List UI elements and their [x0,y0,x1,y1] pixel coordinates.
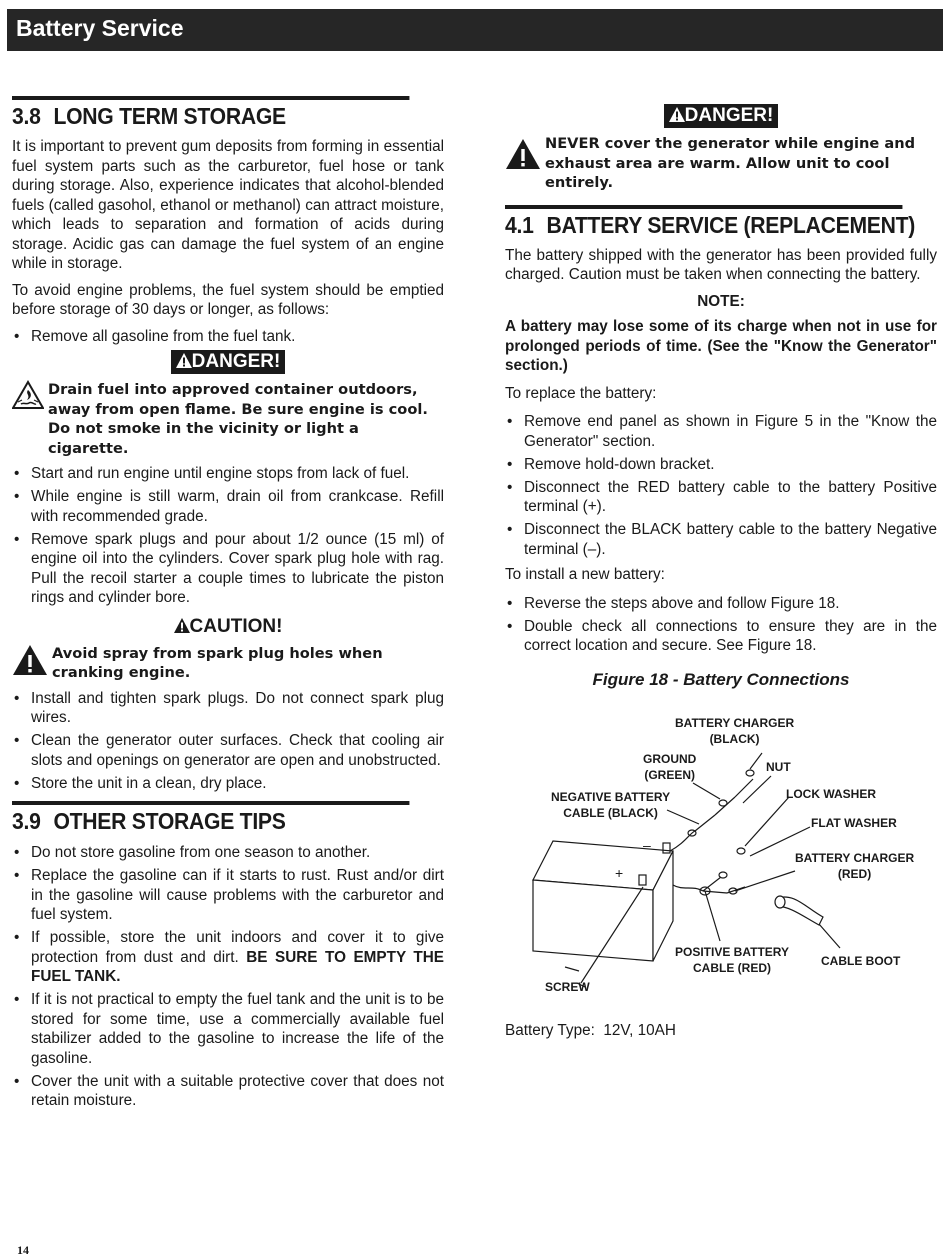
list-item: • Remove spark plugs and pour about 1/2 ounce (15 ml) of engine oil into the cylinders. Cover spark plug hole with rag. Pull the recoil starter a couple times to lubricate the piston rings and cylinder bore. [12,530,444,608]
warning-triangle-icon [669,107,685,122]
label-minus-terminal: – [643,837,651,853]
note-heading: NOTE: [697,292,745,310]
label-lock-washer: LOCK WASHER [786,787,876,801]
list-item: • While engine is still warm, drain oil from crankcase. Refill with recommended grade. [12,487,444,526]
label-plus-terminal: + [615,865,624,881]
list-item-text: If possible, store the unit indoors and cover it to give protection from dust and dirt. [31,929,444,966]
list-item: • Disconnect the BLACK battery cable to the battery Negative terminal (–). [505,520,937,559]
battery-type: Battery Type: 12V, 10AH [505,1022,676,1039]
bullet-list [505,412,937,559]
bullet-list [505,594,937,656]
caution-label: CAUTION! [189,615,283,637]
list-item: • Cover the unit with a suitable protective cover that does not retain moisture. [12,1072,444,1111]
paragraph: It is important to prevent gum deposits from forming in essential fuel system parts such as the carburetor, fuel hose or tank during storage. Also, experience indicates that alcohol-blended fuels (called gasohol, ethanol or methanol) can attract moisture, which leads to separation and formation of acids during storage. Acidic gas can damage the fuel system of an engine while in storage. [12,138,444,272]
list-item: • Start and run engine until engine stops from lack of fuel. [12,464,444,484]
list-item: • Do not store gasoline from one season to another. [12,843,444,863]
list-item: • Clean the generator outer surfaces. Check that cooling air slots and openings on generator are open and unobstructed. [12,731,444,770]
label-flat-washer: FLAT WASHER [811,816,897,830]
bullet-list [12,689,444,794]
label-nut: NUT [766,760,791,774]
label-screw: SCREW [545,980,590,994]
list-item: • Remove end panel as shown in Figure 5 in the "Know the Generator" section. [505,412,937,451]
section-heading-4-1 [505,205,916,241]
label-positive-cable: POSITIVE BATTERY CABLE (RED) [675,945,790,975]
section-title: OTHER STORAGE TIPS [53,808,286,834]
list-item-emphasis: BE SURE TO EMPTY THE FUEL TANK. [31,948,444,985]
paragraph: To install a new battery: [505,566,665,583]
page-title: Battery Service [16,15,184,41]
warning-triangle-icon [174,618,190,633]
left-column [12,96,444,1114]
label-ground: GROUND (GREEN) [643,752,697,782]
list-item: • Disconnect the RED battery cable to the battery Positive terminal (+). [505,478,937,517]
list-item: • Store the unit in a clean, dry place. [12,774,444,794]
danger-label: DANGER! [191,351,281,372]
danger-badge [171,350,286,374]
label-cable-boot: CABLE BOOT [821,954,901,968]
section-heading-3-9 [12,801,409,837]
bullet-list [12,843,444,1111]
fire-hazard-icon [12,380,44,410]
list-item: • Install and tighten spark plugs. Do not connect spark plug wires. [12,689,444,728]
list-item: • Replace the gasoline can if it starts to rust. Rust and/or dirt in the gasoline will cause problems with the carburetor and fuel system. [12,866,444,925]
figure-title: Figure 18 - Battery Connections [592,669,850,689]
list-item: • Remove all gasoline from the fuel tank. [12,327,444,347]
danger-text: Drain fuel into approved container outdoors, away from open flame. Be sure engine is cool. Do not smoke in the vicinity or light a cigarette. [48,381,428,457]
danger-badge [664,104,779,128]
caution-header [12,616,444,638]
danger-header [505,104,937,128]
section-title: LONG TERM STORAGE [53,103,286,129]
label-negative-cable: NEGATIVE BATTERY CABLE (BLACK) [551,790,671,820]
list-item: • If it is not practical to empty the fuel tank and the unit is to be stored for some time, use a commercially available fuel stabilizer added to the gasoline to increase the life of the gasoline. [12,990,444,1068]
warning-triangle-icon [176,353,192,368]
paragraph: The battery shipped with the generator has been provided fully charged. Caution must be taken when connecting the battery. [505,246,937,283]
danger-label: DANGER! [684,105,774,126]
danger-warning [12,380,444,458]
bullet-list [12,464,444,608]
bullet-list [12,327,444,347]
battery-connections-figure [505,693,937,1013]
caution-text: Avoid spray from spark plug holes when cranking engine. [52,644,383,681]
paragraph: To replace the battery: [505,384,657,402]
list-item: • Reverse the steps above and follow Figure 18. [505,594,937,614]
exclamation-triangle-icon [12,644,48,676]
list-item: • Double check all connections to ensure they are in the correct location and secure. See Figure 18. [505,617,937,656]
danger-header [12,350,444,374]
caution-warning [12,644,444,683]
danger-text: NEVER cover the generator while engine and exhaust area are warm. Allow unit to cool entirely. [545,135,916,191]
section-title: BATTERY SERVICE (REPLACEMENT) [546,211,916,238]
label-battery-charger-black: BATTERY CHARGER (BLACK) [675,716,795,746]
label-battery-charger-red: BATTERY CHARGER (RED) [795,851,915,881]
section-number: 3.8 [12,103,41,129]
note-text: A battery may lose some of its charge when not in use for prolonged periods of time. (See the "Know the Generator" section.) [505,318,937,374]
danger-warning [505,134,937,193]
section-number: 4.1 [505,211,534,238]
header-bar [7,9,943,51]
caution-badge [174,616,283,638]
list-item [12,928,444,987]
exclamation-triangle-icon [505,138,541,170]
list-item: • Remove hold-down bracket. [505,455,937,475]
right-column [505,104,937,1041]
section-heading-3-8 [12,96,409,132]
section-number: 3.9 [12,808,41,834]
page-number: 14 [17,1243,29,1257]
paragraph: To avoid engine problems, the fuel system should be emptied before storage of 30 days or longer, as follows: [12,281,444,318]
